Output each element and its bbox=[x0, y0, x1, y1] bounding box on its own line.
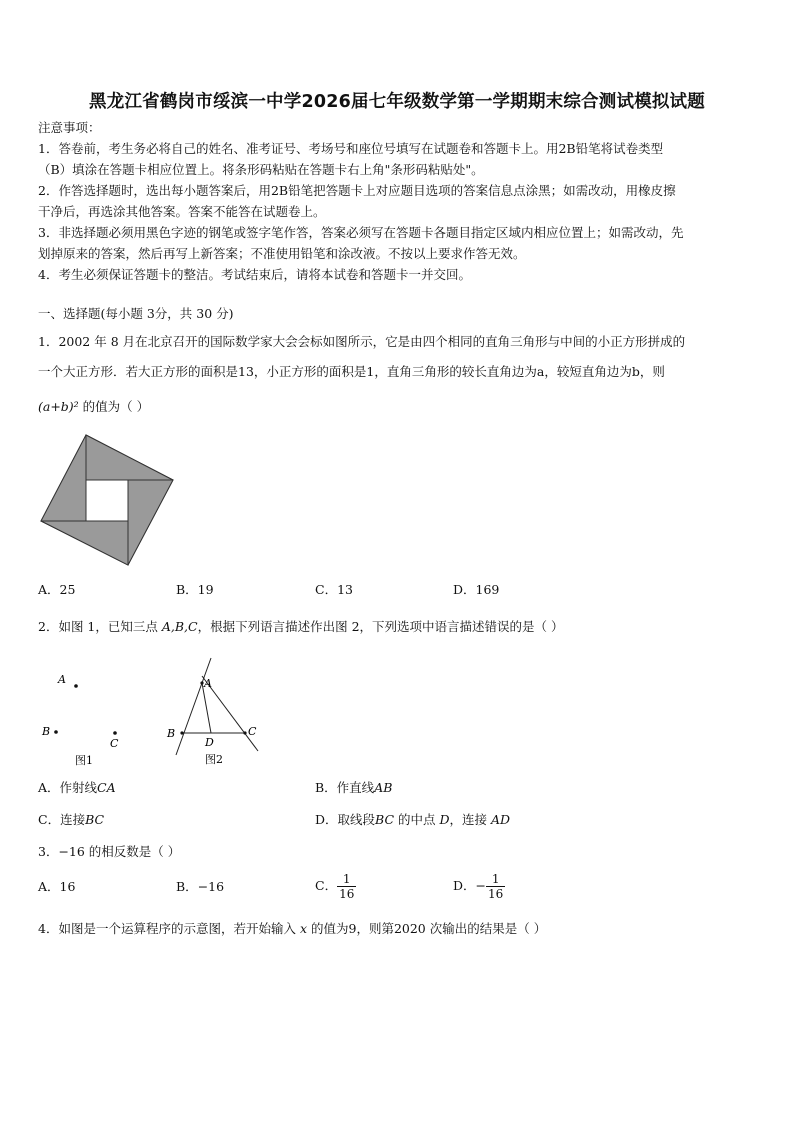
q1-option-b[interactable]: B．19 bbox=[176, 582, 214, 597]
q2-text bbox=[38, 617, 758, 637]
q2-text-pre: 2．如图 1，已知三点 bbox=[38, 619, 162, 634]
section-heading: 一、选择题(每小题 3分，共 30 分) bbox=[38, 306, 234, 321]
q3-option-b[interactable] bbox=[176, 877, 224, 897]
fraction-numerator: 1 bbox=[486, 872, 505, 887]
q1-triangle-3 bbox=[41, 521, 128, 565]
fig1-label-b: B bbox=[42, 725, 51, 738]
q3-option-c[interactable] bbox=[315, 868, 356, 904]
q2-option-b-math: AB bbox=[374, 780, 393, 795]
q4-count: 2020 bbox=[393, 921, 426, 936]
note-1-line-1: 1．答卷前，考生务必将自己的姓名、准考证号、考场号和座位号填写在试题卷和答题卡上。用2B铅笔将试卷类型 bbox=[38, 141, 664, 156]
q2-option-c-math: BC bbox=[85, 812, 105, 827]
fraction-denominator: 16 bbox=[339, 887, 355, 901]
q3-option-b-label: B． bbox=[176, 879, 198, 894]
q1-option-a[interactable]: A．25 bbox=[38, 582, 76, 597]
q2-option-d-text-2: 的中点 bbox=[394, 812, 440, 827]
q3-option-d[interactable] bbox=[453, 868, 505, 904]
q2-figure-1 bbox=[38, 665, 138, 770]
q2-option-d-text: D．取线段 bbox=[315, 812, 376, 827]
note-2-line-1: 2．作答选择题时，选出每小题答案后，用2B铅笔把答题卡上对应题目选项的答案信息点涂黑；如需改动，用橡皮擦 bbox=[38, 183, 676, 198]
fig1-caption: 图1 bbox=[75, 754, 93, 767]
q1-figure-square bbox=[38, 432, 178, 568]
q3-option-a-value: 16 bbox=[59, 879, 76, 894]
q1-triangle-4 bbox=[41, 435, 86, 521]
q4-text-end: 次输出的结果是（ ） bbox=[425, 921, 547, 936]
q1-question-tail: 的值为（ ） bbox=[78, 399, 150, 414]
q4-text-post: ，则第 bbox=[356, 921, 394, 936]
note-2-line-2: 干净后，再选涂其他答案。答案不能答在试题卷上。 bbox=[38, 204, 326, 219]
fig2-label-a: A bbox=[204, 677, 212, 690]
fig1-label-a: A bbox=[58, 673, 66, 686]
q3-option-d-fraction bbox=[486, 872, 505, 901]
q4-value: 9 bbox=[348, 921, 357, 936]
q2-points: A,B,C bbox=[161, 619, 198, 634]
q3-option-c-label: C． bbox=[315, 878, 338, 893]
q2-option-d-math-2: D bbox=[439, 812, 450, 827]
q4-text-mid: 的值为 bbox=[307, 921, 349, 936]
q3-text: 3．−16 的相反数是（ ） bbox=[38, 844, 181, 859]
q2-option-c[interactable] bbox=[38, 810, 104, 830]
q4-text-pre: 4．如图是一个运算程序的示意图，若开始输入 bbox=[38, 921, 300, 936]
q2-option-b[interactable] bbox=[315, 778, 392, 798]
q1-text-line-2: 一个大正方形．若大正方形的面积是13，小正方形的面积是1，直角三角形的较长直角边为a，较短直角边为b，则 bbox=[38, 364, 665, 379]
fig2-label-b: B bbox=[167, 727, 176, 740]
q1-text-line-3 bbox=[38, 397, 758, 417]
q1-triangle-1 bbox=[86, 435, 173, 480]
q1-triangle-2 bbox=[128, 480, 173, 565]
q2-option-d-math-3: AD bbox=[490, 812, 511, 827]
q2-option-b-text: B．作直线 bbox=[315, 780, 375, 795]
q2-option-d[interactable] bbox=[315, 810, 510, 830]
q2-text-post: ，根据下列语言描述作出图 2，下列选项中语言描述错误的是（ ） bbox=[197, 619, 564, 634]
page-title: 黑龙江省鹤岗市绥滨一中学2026届七年级数学第一学期期末综合测试模拟试题 bbox=[89, 92, 705, 112]
fig2-caption: 图2 bbox=[205, 753, 223, 766]
q4-variable: x bbox=[299, 921, 307, 936]
q3-option-b-value: −16 bbox=[197, 879, 225, 894]
q2-figure-2 bbox=[160, 652, 270, 770]
fig1-label-c: C bbox=[110, 737, 119, 750]
q2-option-a-math: CA bbox=[97, 780, 116, 795]
q2-option-a[interactable] bbox=[38, 778, 116, 798]
fig2-label-c: C bbox=[248, 725, 257, 738]
q1-text-line-1: 1．2002 年 8 月在北京召开的国际数学家大会会标如图所示，它是由四个相同的直角三角形与中间的小正方形拼成的 bbox=[38, 334, 686, 349]
notes-heading: 注意事项： bbox=[38, 120, 101, 135]
fraction-numerator: 1 bbox=[337, 872, 356, 887]
q1-inner-square bbox=[86, 480, 128, 521]
q2-option-a-text: A．作射线 bbox=[38, 780, 98, 795]
q2-option-d-math: BC bbox=[375, 812, 395, 827]
q1-expression: (a+b)² bbox=[38, 399, 79, 414]
note-3-line-2: 划掉原来的答案，然后再写上新答案；不准使用铅笔和涂改液。不按以上要求作答无效。 bbox=[38, 246, 526, 261]
q3-option-c-fraction bbox=[337, 872, 356, 901]
note-1-line-2: （B）填涂在答题卡相应位置上。将条形码粘贴在答题卡右上角"条形码粘贴处"。 bbox=[38, 162, 484, 177]
fraction-denominator: 16 bbox=[488, 887, 504, 901]
q2-option-d-text-3: ，连接 bbox=[449, 812, 491, 827]
q1-option-c[interactable]: C．13 bbox=[315, 582, 353, 597]
note-4: 4．考生必须保证答题卡的整洁。考试结束后，请将本试卷和答题卡一并交回。 bbox=[38, 267, 471, 282]
q2-option-c-text: C．连接 bbox=[38, 812, 86, 827]
q3-option-a[interactable] bbox=[38, 877, 75, 897]
q3-option-d-label: D．− bbox=[453, 878, 486, 893]
q3-option-a-label: A． bbox=[38, 879, 60, 894]
q1-option-d[interactable]: D．169 bbox=[453, 582, 500, 597]
q4-text bbox=[38, 919, 758, 939]
fig2-label-d: D bbox=[205, 736, 214, 749]
note-3-line-1: 3．非选择题必须用黑色字迹的钢笔或签字笔作答，答案必须写在答题卡各题目指定区域内相应位置上；如需改动，先 bbox=[38, 225, 684, 240]
